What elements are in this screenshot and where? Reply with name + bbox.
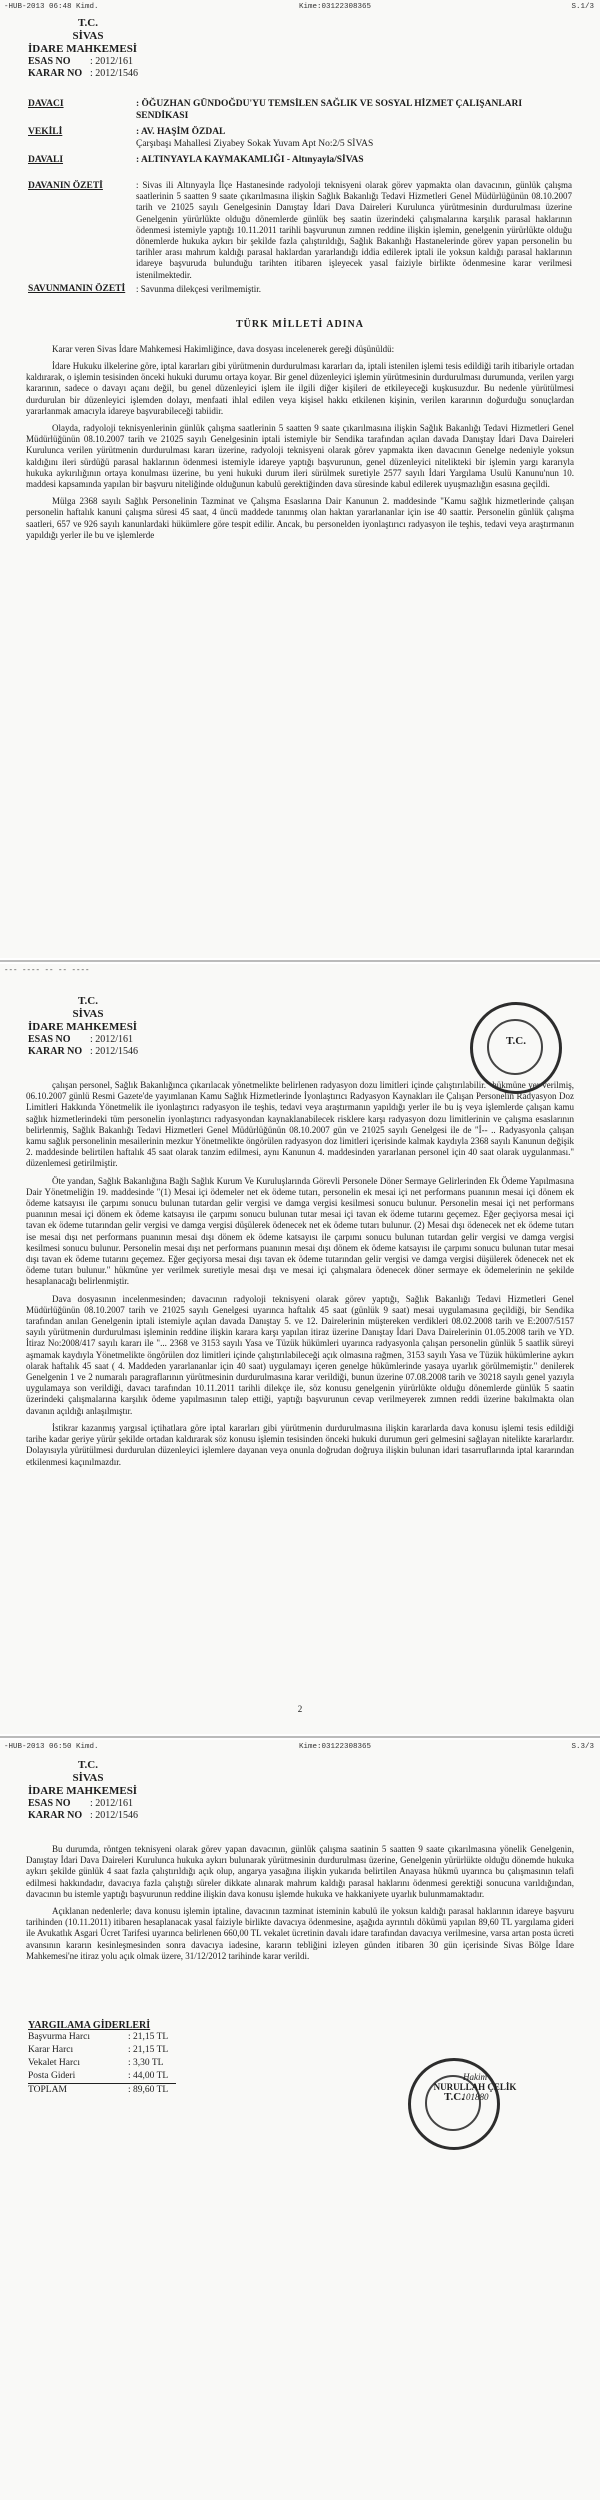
judge-name: NURULLAH ÇELİK	[433, 2082, 517, 2092]
esas-row	[28, 1798, 600, 1810]
fax-date: -HUB-2013 06:48 Kimd.	[4, 3, 99, 11]
fee-label: Vekalet Harcı	[28, 2058, 80, 2069]
davali-label: DAVALI	[28, 155, 64, 165]
city-label: SİVAS	[72, 1772, 104, 1784]
judge-number: 101880	[461, 2092, 489, 2102]
esas-value: : 2012/161	[90, 1798, 134, 1809]
davanin-ozeti-row	[28, 180, 572, 281]
page1-paragraph: Olayda, radyoloji teknisyenlerinin günlük çalışma saatlerinin 5 saatten 9 saate çıkarılmasına ilişkin Sağlık Bakanlığı Tedavi Hizmetleri Genel Müdürlüğünün 08.10.2007 tarih ve 21025 sayılı Genelgesinin iptali istemiyle bir Sendika tarafından açılan davada Danıştay İdari Dava Daireleri Kurulunca verilen yürütmenin durdurulması kararı üzerine, radyoloji teknisyeni olarak görev yapmakta iken davacının Genelge nedeniyle yoksun kaldığını ileri sürdüğü parasal haklarının ödenmesi istemiyle idareye yaptığı başvurunun, genel düzenleyici nitelikteki bir işlemin yargı kararıyla hukuka aykırılığının ortaya konulması üzerine, bu yeni hukuki durum ileri sürülmek suretiyle 2577 sayılı İdari Yargılama Usulü Kanunu'nun 10. maddesi kapsamında yapılan bir başvuru niteliğinde olduğunun kabulü gerektiğinden dava süresinde kabul edilerek uyuşmazlığın esasına geçildi.	[26, 423, 574, 490]
fax-recipient: Kime:03122308365	[298, 1743, 371, 1751]
esas-label: ESAS NO	[28, 1798, 71, 1809]
page1-paragraph: Mülga 2368 sayılı Sağlık Personelinin Tazminat ve Çalışma Esaslarına Dair Kanunun 2. maddesinde "Kamu sağlık hizmetlerinde çalışan personelin haftalık kanuni çalışma süresi 45 saat, 4 üncü maddede tanınmış olan haktan yararlananlar için ise 40 saattir. Personelin günlük çalışma saatleri, 657 ve 926 sayılı kanunlardaki hükümlere göre tespit edilir. Ancak, bu personelden iyonlaştırıcı radyasyon ile teşhis, tedavi veya araştırmanın yapıldığı yerler ile bu ve işlemlerde	[26, 496, 574, 540]
fax-date: -HUB-2013 06:50 Kimd.	[4, 1743, 99, 1751]
karar-row	[28, 1810, 600, 1822]
fee-label: TOPLAM	[28, 2085, 67, 2096]
court-name: İDARE MAHKEMESİ	[28, 1785, 138, 1797]
fax-page: S.3/3	[571, 1743, 594, 1751]
fee-value: : 44,00 TL	[128, 2070, 176, 2084]
court-seal-inner	[487, 1019, 543, 1075]
page-3	[0, 1740, 600, 2500]
karar-value: : 2012/1546	[90, 1046, 139, 1057]
karar-label: KARAR NO	[28, 1046, 83, 1057]
fee-row	[28, 2070, 176, 2084]
fee-row	[28, 2044, 176, 2057]
fee-label: Başvurma Harcı	[28, 2032, 90, 2043]
vekili-value: : AV. HAŞİM ÖZDAL	[136, 127, 226, 137]
judge-title: Hakim	[463, 2072, 487, 2082]
fee-value: : 21,15 TL	[128, 2045, 169, 2056]
esas-row	[28, 56, 600, 68]
davali-row	[28, 154, 572, 166]
court-name: İDARE MAHKEMESİ	[28, 1021, 138, 1033]
fax-recipient: Kime:03122308365	[298, 3, 371, 11]
fax-header	[0, 964, 600, 975]
page2-paragraph: İstikrar kazanmış yargısal içtihatlara göre iptal kararları gibi yürütmenin durdurulmasına ilişkin kararlarda dava konusu işlemi tesis edildiği tarihe kadar geriye yürür şekilde ortadan kaldırarak söz konusu işlemin tesisinden önceki hukuki durumun geri gelmesini sağlayan nitelikte kararlardır. Dolayısıyla yürütülmesi durdurulan düzenleyici işlemlere dayanan veya onunla doğrudan doğruya ilişkin bulunan idari tasarruflarında iptal kararından etkilenmesi kaçınılmazdır.	[26, 1422, 574, 1467]
tc-label: T.C.	[78, 995, 98, 1007]
davanin-ozeti-label: DAVANIN ÖZETİ	[28, 181, 103, 191]
fee-label: Posta Gideri	[28, 2070, 128, 2084]
fee-value: : 3,30 TL	[128, 2058, 164, 2069]
page-1	[0, 0, 600, 958]
vekili-row	[28, 126, 572, 150]
court-header	[28, 1759, 600, 1798]
fees-table	[28, 2031, 176, 2097]
fee-value: : 89,60 TL	[128, 2085, 169, 2096]
page2-paragraph: Dava dosyasının incelenmesinden; davacının radyoloji teknisyeni olarak görev yaptığı, Sağlık Bakanlığı Tedavi Hizmetleri Genel Müdürlüğünün 08.10.2007 tarih ve 21025 sayılı Genelgesi uyarınca haftalık 45 saat (günlük 9 saat) mesai uygulamasına geçildiği, bir Sendika tarafından anılan Genelgenin iptali istemiyle açılan davada Danıştay 5. ve 12. Dairelerinin müştereken verdikleri 08.02.2008 tarih ve E:2007/5157 sayılı yürütmenin durdurulması işleminin reddine ilişkin karara karşı yapılan itiraz üzerine Danıştay İdari Dava Dairelerinin 01.05.2008 tarih ve YD. İtiraz No:2008/417 sayılı kararı ile "... 2368 ve 3153 sayılı Yasa ve Tüzük hükümleri uyarınca radyasyonla çalışan personelin günlük 5 saatlik süreyi aşmamak kaydıyla Yönetmelikte öngörülen doz limitleri içinde çalıştırılabileceği açık olmasına rağmen, 3153 sayılı Yasa ve Tüzük hükümlerine aykırı olarak haftalık 45 saat ( 4. Maddeden yararlananlar için 40 saat) uygulamayı içeren genelge hükümlerinde yasaya uyarlık görülmemiştir." denilerek Genelgenin 1 ve 2 numaralı paragraflarının yürütmesinin durdurulmasına karar verildiği, bunun üzerine 07.08.2008 tarih ve 30218 sayılı genel yazıyla uygulamaya son verildiği, davacı tarafından 10.11.2011 tarihli dilekçe ile, söz konusu genelgenin yürürlükte olduğu dönemlerde günlük 5 saatin üzerindeki çalışmalarına karşılık ödeme yapılmasının talep ettiği, yaptığı başvurunun cevap verilmeyerek zımnen reddi üzerine bakılmakta olan davanın açıldığı anlaşılmıştır.	[26, 1293, 574, 1416]
court-seal	[470, 1002, 562, 1094]
court-name: İDARE MAHKEMESİ	[28, 43, 138, 55]
page1-paragraph: Karar veren Sivas İdare Mahkemesi Hakimliğince, dava dosyası incelenerek gereği düşünüldü:	[52, 343, 395, 354]
tc-label: T.C.	[78, 17, 98, 29]
page1-paragraph: İdare Hukuku ilkelerine göre, iptal kararları gibi yürütmenin durdurulması kararları da, iptali istenilen işlemi tesis edildiği tarih itibariyle ortadan kaldırarak, o işlemin tesisinden önceki hukuki durumu ortaya koyar. Bir genel düzenleyici işlemin yürütmesinin durdurulması durumunda, verilen yargı kararının, sadece o davayı açanı değil, bu genel düzenleyici işlem ile ilgili diğer kişileri de etkileyeceği kuşkusuzdur. Bu nedenle yürütülmesi durdurulan bir düzenleyici işlemden dolayı, menfaati ihlal edilen veya kişisel hakkı etkilenen kişinin, verilen kararının doğurduğu sonuçlardan yararlanmak amacıyla idareye başvurabileceği tabiidir.	[26, 361, 574, 416]
document-title: TÜRK MİLLETİ ADINA	[235, 318, 365, 330]
davaci-value: : ÖĞUZHAN GÜNDOĞDU'YU TEMSİLEN SAĞLIK VE SOSYAL HİZMET ÇALIŞANLARI SENDİKASI	[136, 99, 523, 121]
esas-label: ESAS NO	[28, 1034, 71, 1045]
judge-signature	[420, 2072, 530, 2102]
fax-header	[0, 0, 600, 11]
karar-label: KARAR NO	[28, 68, 83, 79]
esas-label: ESAS NO	[28, 56, 71, 67]
court-header	[28, 17, 600, 56]
page-separator	[0, 1736, 600, 1738]
esas-value: : 2012/161	[90, 1034, 134, 1045]
davanin-ozeti-text: : Sivas ili Altınyayla İlçe Hastanesinde radyoloji teknisyeni olarak görev yapmakta olan davacının, günlük çalışma saatlerinin 5 saatten 9 saate çıkarılmasına ilişkin Sağlık Bakanlığı Tedavi Hizmetleri Genel Müdürlüğünün 08.10.2007 tarih ve 21025 sayılı Genelgesinin Danıştay İdari Dava Daireleri Kurulunca yürütmesinin durdurulması üzerine Genelgenin yürürlükte olduğu dönemlerde günlük beş saatin üzerindeki çalışmalarına karşılık parasal haklarının ödenmesi istemiyle yaptığı 10.11.2011 tarihli başvurunun zımnen reddine ilişkin işlemin, genelgenin yürürlükte olduğu dönemlerde hukuka aykırı bir şekilde fazla çalıştırıldığı, Sağlık Bakanlığı Hastanelerinde görev yapan personelin bu tarihler arası mahrum kaldığı parasal haklardan yararlandığı iddia edilerek iptali ile yoksun kaldığı parasal haklarının idareye başvuruda bulunduğu tarihten itibaren işleyecek yasal faiziyle birlikte ödenmesine karar verilmesi istenilmektedir.	[136, 180, 572, 280]
city-label: SİVAS	[72, 1008, 104, 1020]
karar-row	[28, 68, 600, 80]
page2-paragraph: çalışan personel, Sağlık Bakanlığınca çıkarılacak yönetmelikte belirlenen radyasyon dozu limitleri içinde çalıştırılabilir." hükmüne yer verilmiş, 06.10.2007 günlü Resmi Gazete'de yayımlanan Kamu Sağlık Hizmetlerinde İyonlaştırıcı Radyasyon Kaynakları ile Çalışan Personelin Radyasyon Doz Limitleri Hakkında Yönetmelik ile iyonlaştırıcı radyasyon ile teşhis, tedavi veya araştırmanın yapıldığı yerler ile bu iş veya işlemlerde çalışan kamu sağlık hizmetlerindeki tüm personelin iyonlaştırıcı radyasyondan kaynaklanabilecek risklere karşı radyasyon dozu limitlerinin ve çalışma esaslarının belirlenmiş, Sağlık Bakanlığı Tedavi Hizmetleri Genel Müdürlüğünün 08.10.2007 gün ve 21025 sayılı Genelgesi ile de "İ-- .. Radyasyonla çalışan kamu sağlık personelinin mesailerinin mezkur Yönetmelikte öngörülen radyasyon doz limitleri içerisinde kalmak kaydıyla 2368 sayılı Kanunun değişik 2. maddesinde belirtilen haftalık 45 saat olarak tanzim edilmesi, aynı Kanunun 4. maddesinden yararlanan personel için 40 saat olarak uygulanması." düzenlemesi getirilmiştir.	[26, 1080, 574, 1169]
page-number: 2	[297, 1704, 303, 1714]
davali-value: : ALTINYAYLA KAYMAKAMLIĞI - Altınyayla/SİVAS	[136, 155, 364, 165]
davaci-row	[28, 98, 572, 122]
page-2	[0, 964, 600, 1734]
savunma-ozeti-text: : Savunma dilekçesi verilmemiştir.	[136, 283, 261, 294]
savunma-ozeti-label: SAVUNMANIN ÖZETİ	[28, 283, 126, 294]
karar-value: : 2012/1546	[90, 1810, 139, 1821]
davaci-label: DAVACI	[28, 99, 64, 109]
tc-label: T.C.	[78, 1759, 98, 1771]
fax-header	[0, 1740, 600, 1751]
fees-title: YARGILAMA GİDERLERİ	[28, 2020, 151, 2032]
fee-row	[28, 2031, 176, 2044]
page3-paragraph: Bu durumda, röntgen teknisyeni olarak görev yapan davacının, günlük çalışma saatinin 5 saatten 9 saate çıkarılmasına yönelik Genelgenin, Danıştay İdari Dava Daireleri Kurulunca hukuka aykırı bulunarak yürütmesinin durdurulması üzerine, Genelgenin yürürlükte olduğu dönemde hukuka aykırı şekilde günlük 4 saat fazla çalıştırıldığı açık olup, angarya yasağına ilişkin yukarıda belirtilen Anayasa hükmü uyarınca bu çalışmasının telafi edilmesi hakkındadır, davacıya fazla çalıştığı süreler dikkate alınarak mahrum kaldığı parasal haklarını ödenmesi gerektiği sonucuna varıldığından, davacının bu istemle yaptığı başvurunun reddine ilişkin dava konusu işlemde hukuka ve hakkaniyete uyarlık bulunmamaktadır.	[26, 1844, 574, 1899]
fee-value: : 21,15 TL	[128, 2032, 169, 2043]
city-label: SİVAS	[72, 30, 104, 42]
vekili-label: VEKİLİ	[28, 127, 63, 137]
fee-row	[28, 2057, 176, 2070]
page-separator	[0, 960, 600, 962]
karar-value: : 2012/1546	[90, 68, 139, 79]
page2-paragraph: Öte yandan, Sağlık Bakanlığına Bağlı Sağlık Kurum Ve Kuruluşlarında Görevli Personele Döner Sermaye Gelirlerinden Ek Ödeme Yapılmasına Dair Yönetmeliğin 19. maddesinde "(1) Mesai içi ödemeler net ek ödeme tutarı, personelin ek mesai içi net performans puanının mesai içi dönem ek ödeme katsayısı ile çarpımı sonucu bulunan tutardan gelir vergisi ve damga vergisi kesilmesi sonucu bulunur. Personelin mesai içi net performans puanının mesai içi dönem ek ödeme katsayısı ile çarpımı sonucu bulunan tutar mesai içi tavan ek ödeme tutarını geçemez. Eğer geçiyorsa mesai içi tavan ek ödeme tutarından gelir vergisi ve damga vergisi düşülerek ödenecek net ek ödeme tutarı bulunur. (2) Mesai dışı ödenecek net ek ödeme tutarı ise mesai dışı net performans puanının mesai dışı dönem ek ödeme katsayısı ile çarpımı sonucu bulunan tutardan gelir vergisi ve damga vergisi kesilmesi sonucu bulunur. Personelin mesai dışı net performans puanının mesai dışı dönem ek ödeme katsayısı ile çarpımı sonucu bulunan tutar mesai dışı tavan ek ödeme tutarını geçemez. Eğer geçiyorsa mesai dışı tavan ek ödeme tutarından gelir vergisi ve damga vergisi düşülerek ödenecek net ek ödeme tutarı bulunur." hükmüne yer verilmek suretiyle mesai dışı ve mesai içi çalışmalara ödenecek döner sermaye ek ödemelerinin ne şekilde hesaplanacağı belirlenmiştir.	[26, 1175, 574, 1287]
fee-row	[28, 2084, 176, 2098]
court-seal-text: T.C.	[444, 2091, 464, 2103]
esas-value: : 2012/161	[90, 56, 134, 67]
karar-label: KARAR NO	[28, 1810, 83, 1821]
savunma-ozeti-row	[28, 283, 572, 295]
court-seal-text: T.C.	[506, 1035, 526, 1047]
page3-paragraph: Açıklanan nedenlerle; dava konusu işlemin iptaline, davacının tazminat isteminin kabulü ile yoksun kaldığı parasal haklarının idareye başvuru tarihinden (10.11.2011) itibaren hesaplanacak yasal faiziyle birlikte davacıya ödenmesine, aşağıda ayrıntılı dökümü yapılan 89,60 TL yargılama gideri ile Avukatlık Asgari Ücret Tarifesi uyarınca belirlenen 660,00 TL vekalet ücretinin davalı idare tarafından davacıya verilmesine, varsa artan posta ücreti avansının kararın kesinleşmesinden sonra davacıya iadesine, kararın tebliğini izleyen günden itibaren 30 gün içerisinde Sivas Bölge İdare Mahkemesi'ne itiraz yolu açık olmak üzere, 31/12/2012 tarihinde karar verildi.	[26, 1906, 574, 1961]
fax-page: S.1/3	[571, 3, 594, 11]
vekili-block	[136, 126, 572, 150]
vekili-address: Çarşıbaşı Mahallesi Ziyabey Sokak Yuvam Apt No:2/5 SİVAS	[136, 139, 374, 149]
fee-label: Karar Harcı	[28, 2045, 74, 2056]
fax-date: --- ---- -- -- ----	[4, 967, 90, 975]
